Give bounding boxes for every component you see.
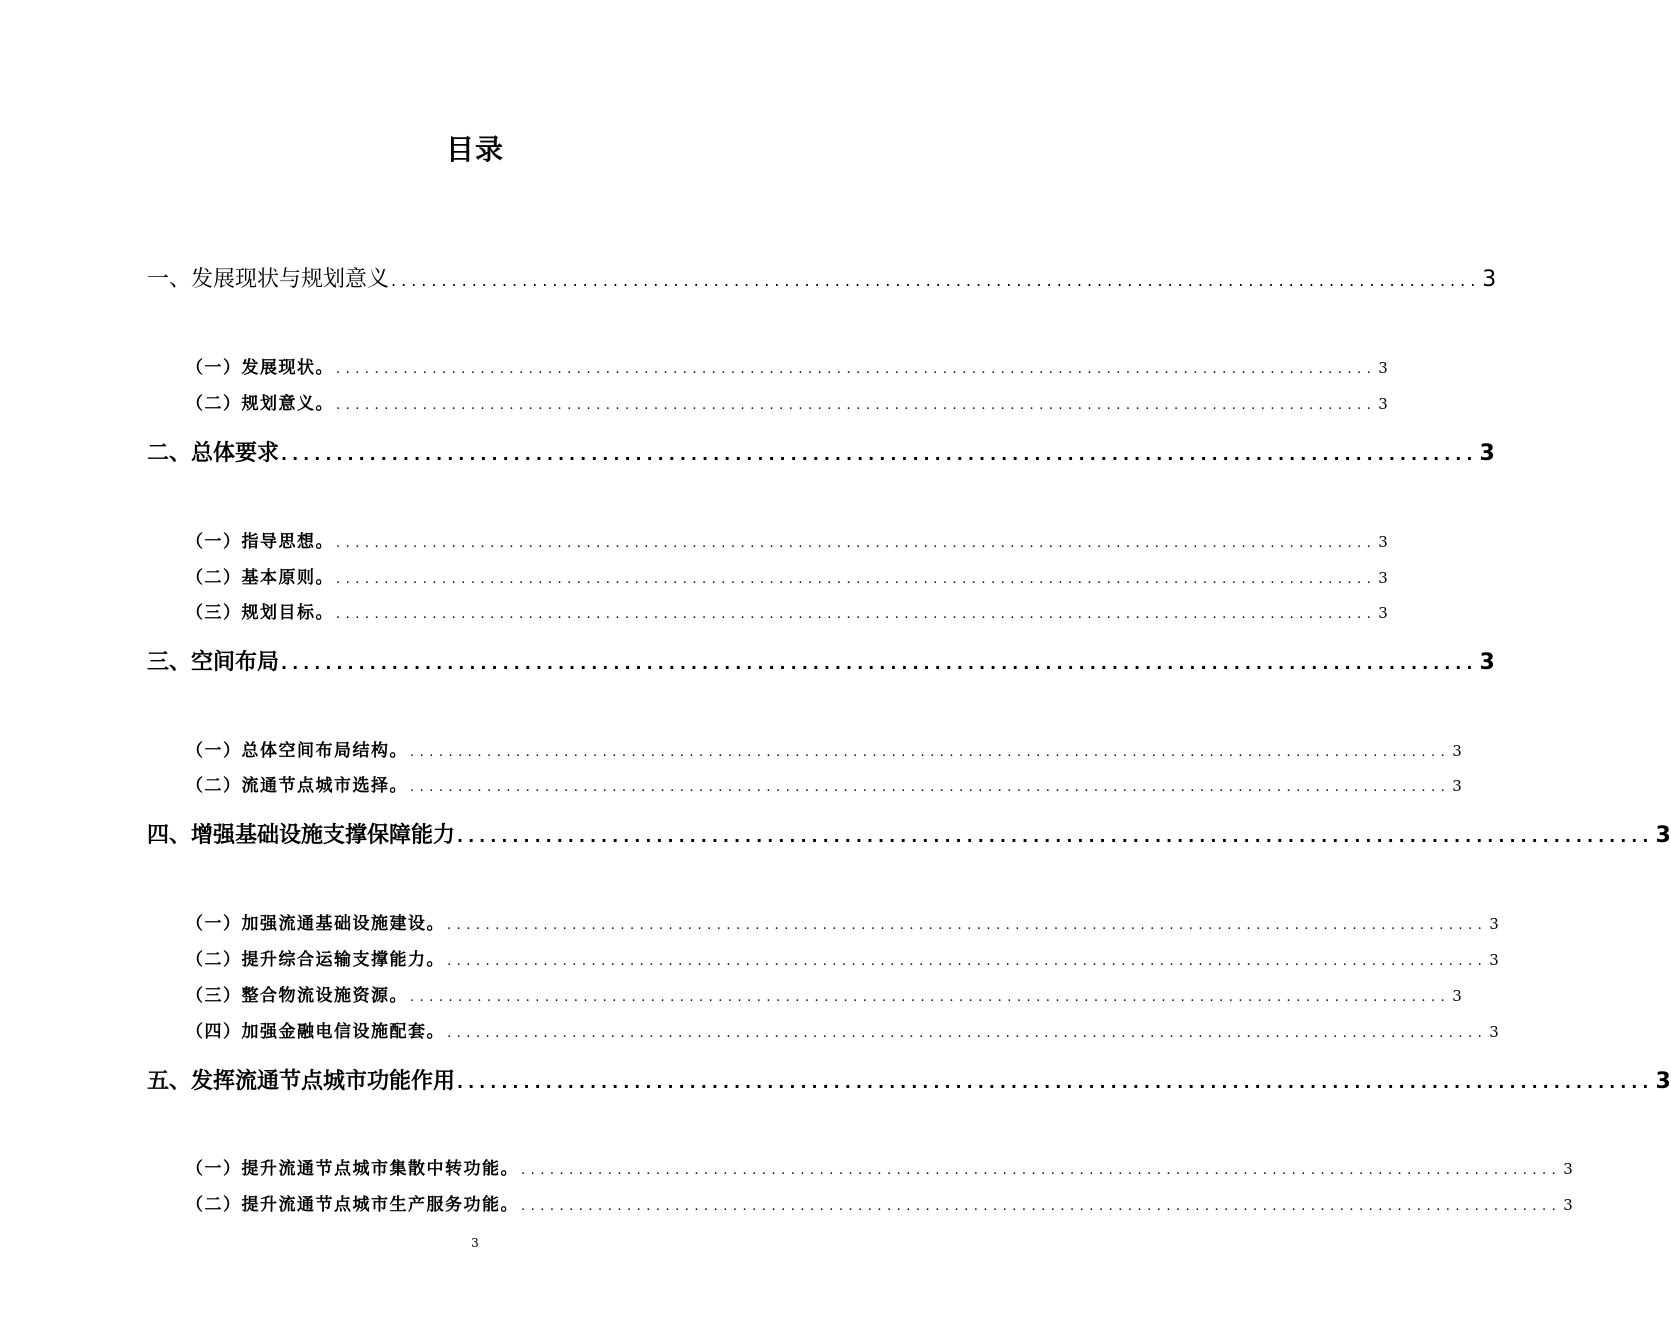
- toc-page-number: 3: [1655, 823, 1671, 848]
- toc-entry-section-2[interactable]: [147, 436, 1495, 467]
- toc-page-number: 3: [1452, 777, 1464, 795]
- toc-entry-text: （一）指导思想。: [186, 532, 334, 552]
- toc-entry-subsection[interactable]: [186, 563, 1390, 588]
- toc-leader-dots: ............................................................................................................: [336, 536, 1377, 551]
- toc-entry-subsection[interactable]: [186, 353, 1390, 378]
- toc-leader-dots: ............................................................................................................: [457, 827, 1654, 846]
- toc-entry-subsection[interactable]: [186, 1017, 1501, 1042]
- toc-page-number: 3: [1655, 1069, 1671, 1094]
- toc-leader-dots: ............................................................................................................: [447, 954, 1488, 969]
- toc-page-number: 3: [1452, 987, 1464, 1005]
- toc-entry-text: （二）提升流通节点城市生产服务功能。: [186, 1195, 519, 1215]
- toc-leader-dots: ............................................................................................................: [336, 362, 1377, 377]
- toc-entry-text: （一）提升流通节点城市集散中转功能。: [186, 1159, 519, 1179]
- toc-page-number: 3: [1489, 915, 1501, 933]
- toc-leader-dots: ............................................................................................................: [281, 445, 1478, 464]
- toc-entry-subsection[interactable]: [186, 527, 1390, 552]
- toc-entry-text: （二）基本原则。: [186, 568, 334, 588]
- toc-leader-dots: ............................................................................................................: [521, 1199, 1562, 1214]
- toc-entry-text: （一）发展现状。: [186, 358, 334, 378]
- toc-entry-subsection[interactable]: [186, 981, 1464, 1006]
- toc-leader-dots: ............................................................................................................: [336, 398, 1377, 413]
- toc-entry-subsection[interactable]: [186, 1154, 1575, 1179]
- toc-leader-dots: ............................................................................................................: [447, 1026, 1488, 1041]
- toc-page-number: 3: [1378, 533, 1390, 551]
- toc-entry-text: （二）提升综合运输支撑能力。: [186, 950, 445, 970]
- toc-page-number: 3: [1479, 650, 1495, 675]
- toc-leader-dots: ............................................................................................................: [410, 745, 1451, 760]
- toc-leader-dots: ............................................................................................................: [447, 918, 1488, 933]
- toc-entry-text: （三）规划目标。: [186, 603, 334, 623]
- toc-page-number: 3: [1378, 604, 1390, 622]
- toc-entry-section-4[interactable]: [147, 818, 1671, 849]
- toc-entry-text: 四、增强基础设施支撑保障能力: [147, 823, 456, 848]
- toc-page-number: 3: [1452, 742, 1464, 760]
- toc-entry-subsection[interactable]: [186, 1190, 1575, 1215]
- toc-leader-dots: ............................................................................................................: [336, 572, 1377, 587]
- toc-entry-subsection[interactable]: [186, 909, 1501, 934]
- toc-page-number: 3: [1563, 1160, 1575, 1178]
- toc-leader-dots: ............................................................................................................: [281, 654, 1478, 673]
- toc-leader-dots: ............................................................................................................: [521, 1163, 1562, 1178]
- toc-entry-text: 三、空间布局: [147, 650, 280, 675]
- footer-page-number: 3: [471, 1236, 479, 1250]
- toc-entry-subsection[interactable]: [186, 771, 1464, 796]
- toc-entry-subsection[interactable]: [186, 736, 1464, 761]
- toc-leader-dots: ............................................................................................................: [410, 990, 1451, 1005]
- toc-page-number: 3: [1479, 441, 1495, 466]
- toc-entry-text: （三）整合物流设施资源。: [186, 986, 408, 1006]
- toc-entry-text: 一、发展现状与规划意义: [147, 267, 390, 292]
- toc-entry-text: 二、总体要求: [147, 441, 280, 466]
- toc-page-number: 3: [1563, 1196, 1575, 1214]
- toc-page-number: 3: [1378, 569, 1390, 587]
- page-title: 目录: [445, 133, 504, 166]
- toc-leader-dots: ............................................................................................................: [457, 1073, 1654, 1092]
- toc-page-number: 3: [1482, 267, 1497, 292]
- toc-leader-dots: ............................................................................................................: [410, 780, 1451, 795]
- toc-entry-text: （四）加强金融电信设施配套。: [186, 1022, 445, 1042]
- toc-entry-text: 五、发挥流通节点城市功能作用: [147, 1069, 456, 1094]
- toc-page-number: 3: [1378, 359, 1390, 377]
- toc-leader-dots: ............................................................................................................: [336, 607, 1377, 622]
- toc-entry-section-3[interactable]: [147, 645, 1495, 676]
- toc-page-number: 3: [1489, 951, 1501, 969]
- toc-entry-text: （二）规划意义。: [186, 394, 334, 414]
- toc-entry-section-5[interactable]: [147, 1064, 1671, 1095]
- toc-entry-text: （二）流通节点城市选择。: [186, 776, 408, 796]
- toc-entry-text: （一）总体空间布局结构。: [186, 741, 408, 761]
- toc-page-number: 3: [1489, 1023, 1501, 1041]
- toc-entry-subsection[interactable]: [186, 945, 1501, 970]
- toc-entry-text: （一）加强流通基础设施建设。: [186, 914, 445, 934]
- toc-leader-dots: ............................................................................................................: [391, 271, 1481, 290]
- toc-entry-subsection[interactable]: [186, 598, 1390, 623]
- toc-entry-subsection[interactable]: [186, 389, 1390, 414]
- toc-entry-section-1[interactable]: [147, 262, 1497, 293]
- toc-page-number: 3: [1378, 395, 1390, 413]
